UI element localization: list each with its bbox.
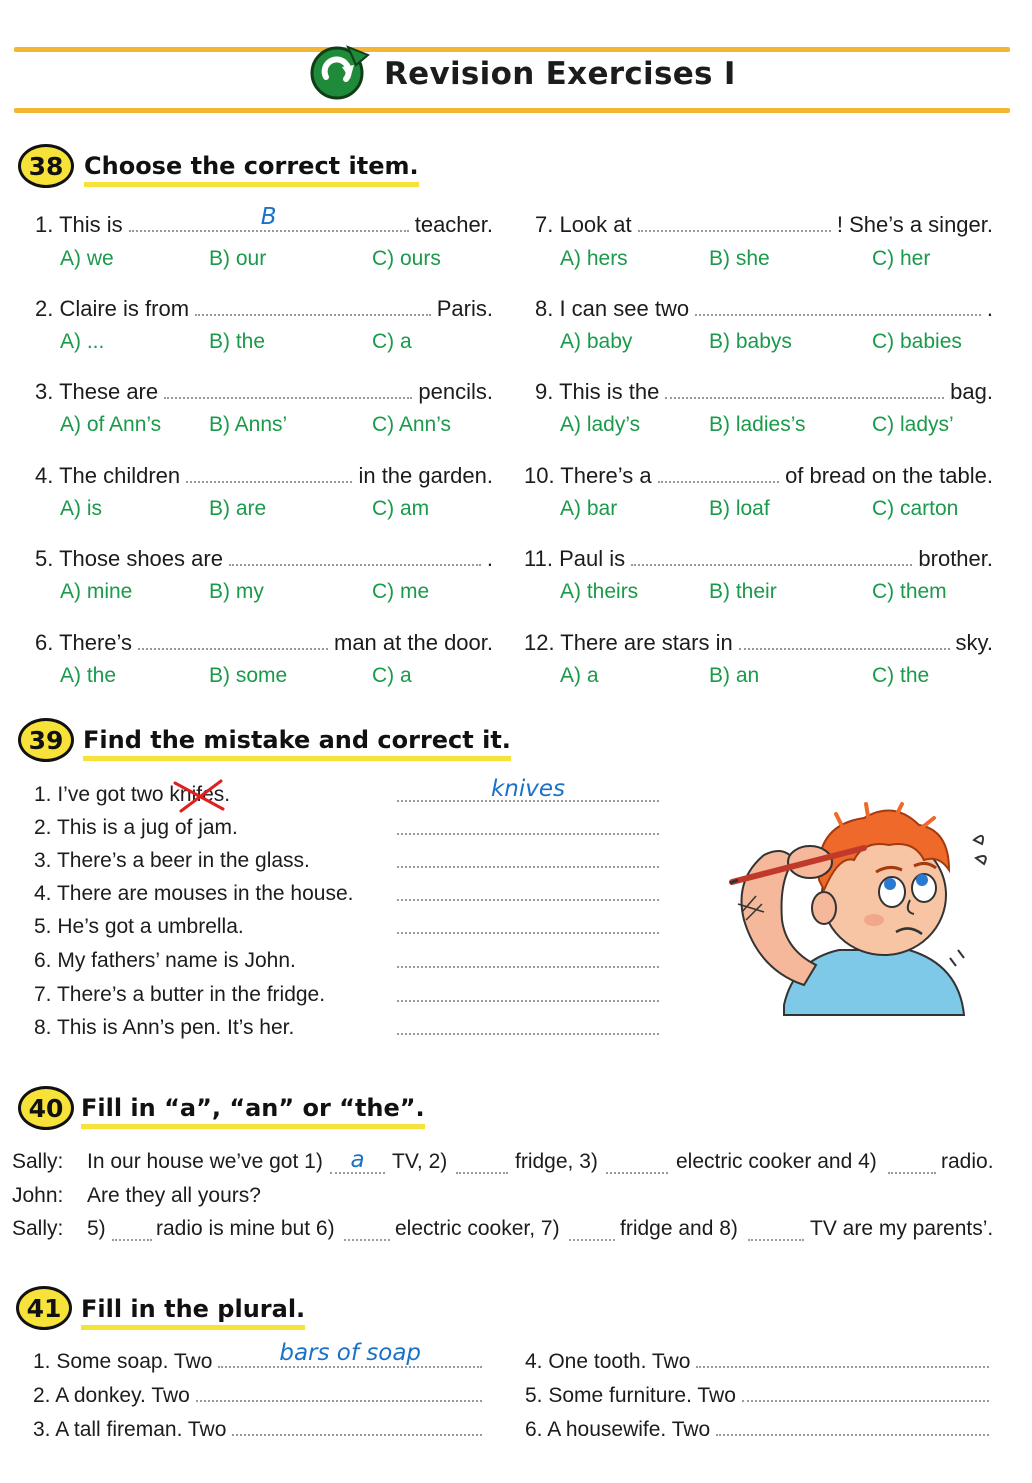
ex40-line3-part5: TV are my parents’. (810, 1217, 994, 1240)
ex39-item-8: 8. This is Ann’s pen. It’s her. (34, 1016, 295, 1039)
ex39-item-3: 3. There’s a beer in the glass. (34, 849, 310, 872)
ex40-blank-5[interactable] (112, 1227, 152, 1241)
ex38-q1-option-c[interactable]: C) ours (372, 247, 441, 270)
ex38-q3-option-a[interactable]: A) of Ann’s (60, 413, 162, 436)
thinking-boy-illustration (724, 800, 996, 1020)
ex40-blank-4[interactable] (888, 1160, 936, 1174)
ex38-q5-blank[interactable] (229, 552, 481, 566)
exercise-39-heading: Find the mistake and correct it. (83, 726, 511, 761)
ex38-q11-blank[interactable] (631, 552, 912, 566)
ex41-blank-4[interactable] (696, 1354, 989, 1368)
ex38-q11-option-b[interactable]: B) their (709, 580, 777, 603)
ex38-q10-option-b[interactable]: B) loaf (709, 497, 770, 520)
ex38-q1-option-b[interactable]: B) our (209, 247, 267, 270)
ex38-q5-option-a[interactable]: A) mine (60, 580, 133, 603)
ex38-q2-blank[interactable] (195, 302, 431, 316)
ex38-q11-option-a[interactable]: A) theirs (560, 580, 639, 603)
ex39-answer-8[interactable] (397, 1021, 659, 1035)
ex39-answer-6[interactable] (397, 954, 659, 968)
ex38-q6-option-c[interactable]: C) a (372, 664, 412, 687)
revision-logo-icon (308, 43, 370, 106)
ex41-blank-2[interactable] (196, 1388, 482, 1402)
ex40-speaker-sally-1: Sally: (12, 1150, 64, 1173)
ex39-item-2: 2. This is a jug of jam. (34, 816, 238, 839)
ex39-mistake-word: knifes (169, 783, 225, 806)
ex40-line2: Are they all yours? (87, 1184, 261, 1207)
ex40-blank-1[interactable]: a (330, 1160, 385, 1174)
ex40-line1-part1: In our house we’ve got 1) (87, 1150, 323, 1173)
ex40-speaker-john: John: (12, 1184, 64, 1207)
ex38-q3-blank[interactable] (164, 385, 412, 399)
ex38-q4-option-c[interactable]: C) am (372, 497, 430, 520)
ex41-blank-1[interactable]: bars of soap (218, 1354, 482, 1368)
ex41-item-6: 6. A housewife. Two (525, 1418, 995, 1442)
ex40-blank-6[interactable] (344, 1227, 390, 1241)
ex38-q12: 12. There are stars in sky. (524, 630, 993, 655)
ex39-item-7: 7. There’s a butter in the fridge. (34, 983, 326, 1006)
ex38-q9-option-a[interactable]: A) lady’s (560, 413, 641, 436)
ex38-q8-blank[interactable] (695, 302, 981, 316)
ex38-q4: 4. The children in the garden. (35, 463, 493, 488)
ex38-q12-option-a[interactable]: A) a (560, 664, 599, 687)
ex40-speaker-sally-2: Sally: (12, 1217, 64, 1240)
exercise-40-number: 40 (18, 1086, 74, 1130)
ex38-q11-option-c[interactable]: C) them (872, 580, 947, 603)
ex38-q2: 2. Claire is from Paris. (35, 296, 493, 321)
ex38-q1-option-a[interactable]: A) we (60, 247, 114, 270)
ex41-item-5: 5. Some furniture. Two (525, 1384, 995, 1408)
ex40-blank-3[interactable] (606, 1160, 668, 1174)
ex38-q5-option-b[interactable]: B) my (209, 580, 264, 603)
ex39-item-1: 1. I’ve got two knifes . (34, 783, 230, 807)
ex41-item-2: 2. A donkey. Two (33, 1384, 488, 1408)
ex41-item-3: 3. A tall fireman. Two (33, 1418, 488, 1442)
ex38-q9-option-c[interactable]: C) ladys’ (872, 413, 954, 436)
ex38-q9-option-b[interactable]: B) ladies’s (709, 413, 806, 436)
ex39-answer-4[interactable] (397, 887, 659, 901)
ex38-q4-option-b[interactable]: B) are (209, 497, 267, 520)
ex38-q2-option-c[interactable]: C) a (372, 330, 412, 353)
ex38-q12-blank[interactable] (739, 636, 950, 650)
ex38-q6: 6. There’s man at the door. (35, 630, 493, 655)
ex38-q7: 7. Look at ! She’s a singer. (535, 212, 993, 237)
exercise-38-heading: Choose the correct item. (84, 152, 419, 187)
ex38-q10: 10. There’s a of bread on the table. (524, 463, 993, 488)
ex41-blank-6[interactable] (716, 1422, 989, 1436)
ex38-q4-blank[interactable] (186, 469, 352, 483)
ex38-q1: 1. This is B teacher. (35, 204, 493, 237)
ex39-answer-1[interactable]: knives (397, 788, 659, 802)
ex40-blank-8[interactable] (748, 1227, 804, 1241)
ex39-answer-5[interactable] (397, 920, 659, 934)
ex38-q9-blank[interactable] (665, 385, 944, 399)
ex38-q9: 9. This is the bag. (535, 379, 993, 404)
exercise-39-number: 39 (18, 718, 74, 762)
ex38-q6-blank[interactable] (138, 636, 328, 650)
ex40-line1-part5: radio. (941, 1150, 994, 1173)
ex38-q3-option-c[interactable]: C) Ann’s (372, 413, 451, 436)
ex40-line1-part2: TV, 2) (392, 1150, 448, 1173)
ex38-q5-option-c[interactable]: C) me (372, 580, 430, 603)
ex38-q3-option-b[interactable]: B) Anns’ (209, 413, 288, 436)
ex38-q8: 8. I can see two . (535, 296, 993, 321)
ex38-q10-option-a[interactable]: A) bar (560, 497, 618, 520)
ex38-q11: 11. Paul is brother. (524, 546, 993, 571)
ex38-q7-blank[interactable] (638, 218, 831, 232)
ex38-q8-option-a[interactable]: A) baby (560, 330, 633, 353)
ex41-blank-3[interactable] (232, 1422, 482, 1436)
ex41-blank-5[interactable] (742, 1388, 989, 1402)
ex40-blank-7[interactable] (569, 1227, 615, 1241)
ex38-q7-option-a[interactable]: A) hers (560, 247, 628, 270)
cross-out-icon (171, 779, 229, 813)
ex38-q12-option-c[interactable]: C) the (872, 664, 930, 687)
ex41-item-1: 1. Some soap. Two bars of soap (33, 1350, 488, 1374)
ex38-q7-option-c[interactable]: C) her (872, 247, 931, 270)
ex39-answer-3[interactable] (397, 854, 659, 868)
ex38-q12-option-b[interactable]: B) an (709, 664, 760, 687)
ex40-blank-2[interactable] (456, 1160, 508, 1174)
ex38-q1-answer: B (260, 204, 277, 230)
ex41-item-4: 4. One tooth. Two (525, 1350, 995, 1374)
ex38-q6-option-b[interactable]: B) some (209, 664, 288, 687)
header-bottom-rule (14, 108, 1010, 113)
ex40-line1-part4: electric cooker and 4) (676, 1150, 877, 1173)
ex39-item-4: 4. There are mouses in the house. (34, 882, 354, 905)
ex38-q10-option-c[interactable]: C) carton (872, 497, 959, 520)
ex38-q4-option-a[interactable]: A) is (60, 497, 102, 520)
exercise-38-number: 38 (18, 144, 74, 188)
ex40-line3-part2: radio is mine but 6) (156, 1217, 335, 1240)
ex38-q10-blank[interactable] (658, 469, 779, 483)
ex39-item-6: 6. My fathers’ name is John. (34, 949, 296, 972)
ex40-line1-part3: fridge, 3) (515, 1150, 598, 1173)
ex38-q6-option-a[interactable]: A) the (60, 664, 117, 687)
ex38-q2-option-a[interactable]: A) ... (60, 330, 105, 353)
page-header (308, 44, 736, 104)
ex38-q5: 5. Those shoes are . (35, 546, 493, 571)
ex40-line3-part1: 5) (87, 1217, 106, 1240)
exercise-41-heading: Fill in the plural. (81, 1295, 305, 1330)
ex39-answer-7[interactable] (397, 988, 659, 1002)
ex40-line3-part4: fridge and 8) (620, 1217, 738, 1240)
ex38-q2-option-b[interactable]: B) the (209, 330, 266, 353)
exercise-40-heading: Fill in “a”, “an” or “the”. (81, 1094, 425, 1129)
ex38-q7-option-b[interactable]: B) she (709, 247, 770, 270)
ex38-q8-option-b[interactable]: B) babys (709, 330, 792, 353)
page-title: Revision Exercises I (384, 56, 736, 92)
exercise-41-number: 41 (16, 1286, 72, 1330)
ex38-q3: 3. These are pencils. (35, 379, 493, 404)
ex39-answer-2[interactable] (397, 821, 659, 835)
ex40-line3-part3: electric cooker, 7) (395, 1217, 560, 1240)
ex39-item-5: 5. He’s got a umbrella. (34, 915, 244, 938)
ex38-q8-option-c[interactable]: C) babies (872, 330, 962, 353)
